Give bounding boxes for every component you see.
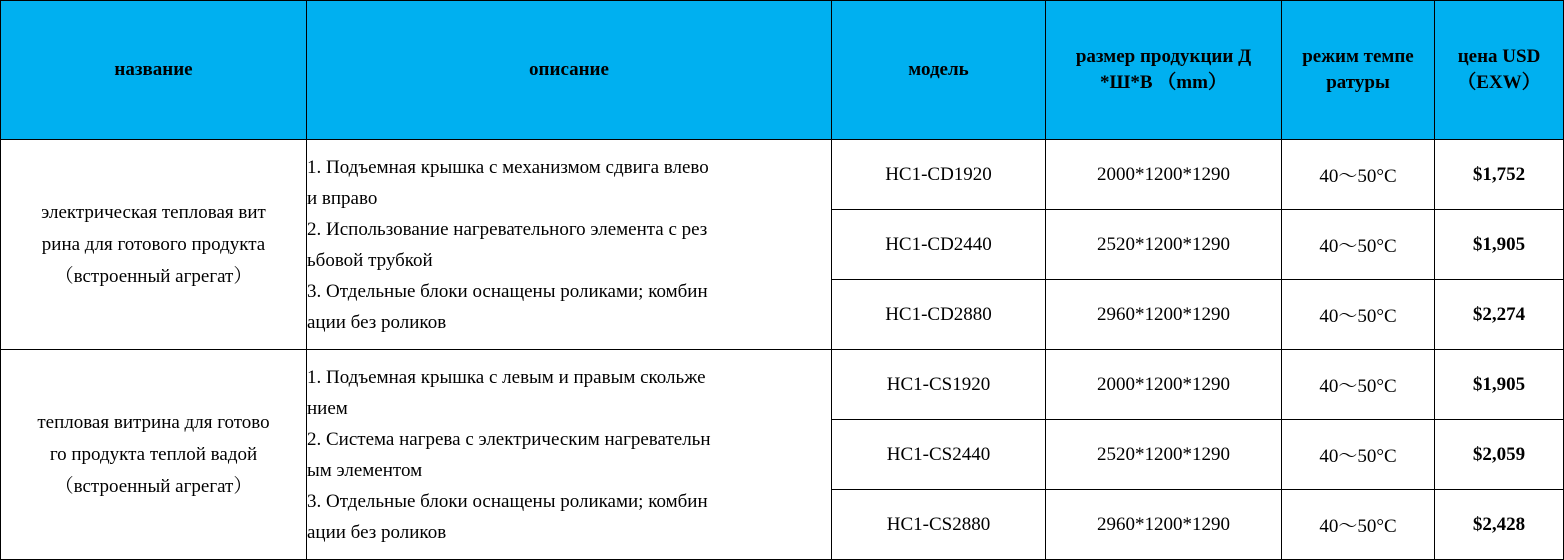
product-name-line: （встроенный агрегат） bbox=[54, 475, 253, 497]
product-name-line: （встроенный агрегат） bbox=[54, 265, 253, 287]
model-cell: HC1-CD2440 bbox=[832, 210, 1046, 280]
temperature-cell: 40～50°C bbox=[1282, 490, 1435, 560]
header-size-line2: *Ш*В （mm） bbox=[1100, 72, 1227, 93]
model-cell: HC1-CD1920 bbox=[832, 140, 1046, 210]
header-temperature bbox=[1282, 1, 1435, 140]
temperature-cell: 40～50°C bbox=[1282, 420, 1435, 490]
price-cell: $2,274 bbox=[1435, 280, 1564, 350]
temperature-cell: 40～50°C bbox=[1282, 140, 1435, 210]
price-cell: $2,428 bbox=[1435, 490, 1564, 560]
description-line: нием bbox=[307, 397, 348, 419]
size-cell: 2000*1200*1290 bbox=[1046, 350, 1282, 420]
product-name-line: тепловая витрина для готово bbox=[37, 411, 270, 433]
description-line: ьбовой трубкой bbox=[307, 249, 433, 271]
header-row bbox=[1, 1, 1564, 140]
description-line: ым элементом bbox=[307, 459, 423, 481]
price-cell: $2,059 bbox=[1435, 420, 1564, 490]
product-name-line: рина для готового продукта bbox=[41, 233, 266, 255]
table-row bbox=[1, 350, 1564, 420]
header-price bbox=[1435, 1, 1564, 140]
description-line: ации без роликов bbox=[307, 521, 447, 543]
size-cell: 2000*1200*1290 bbox=[1046, 140, 1282, 210]
model-cell: HC1-CS1920 bbox=[832, 350, 1046, 420]
header-size-line1: размер продукции Д bbox=[1075, 46, 1252, 67]
size-cell: 2960*1200*1290 bbox=[1046, 280, 1282, 350]
description-line: 3. Отдельные блоки оснащены роликами; комбин bbox=[307, 490, 708, 512]
size-cell: 2520*1200*1290 bbox=[1046, 420, 1282, 490]
product-description-cell bbox=[307, 140, 832, 350]
header-price-line2: （EXW） bbox=[1457, 72, 1541, 93]
product-name-cell bbox=[1, 140, 307, 350]
table-row bbox=[1, 140, 1564, 210]
model-cell: HC1-CS2880 bbox=[832, 490, 1046, 560]
model-cell: HC1-CS2440 bbox=[832, 420, 1046, 490]
model-cell: HC1-CD2880 bbox=[832, 280, 1046, 350]
description-line: ации без роликов bbox=[307, 311, 447, 333]
description-line: 2. Система нагрева с электрическим нагревательн bbox=[307, 428, 711, 450]
product-name-line: го продукта теплой вадой bbox=[49, 443, 258, 465]
product-name-cell bbox=[1, 350, 307, 560]
description-line: 3. Отдельные блоки оснащены роликами; комбин bbox=[307, 280, 708, 302]
size-cell: 2960*1200*1290 bbox=[1046, 490, 1282, 560]
size-cell: 2520*1200*1290 bbox=[1046, 210, 1282, 280]
temperature-cell: 40～50°C bbox=[1282, 210, 1435, 280]
price-cell: $1,905 bbox=[1435, 350, 1564, 420]
description-line: и вправо bbox=[307, 187, 378, 209]
product-name-line: электрическая тепловая вит bbox=[41, 201, 266, 223]
description-line: 1. Подъемная крышка с левым и правым скольже bbox=[307, 366, 706, 388]
header-size bbox=[1046, 1, 1282, 140]
temperature-cell: 40～50°C bbox=[1282, 280, 1435, 350]
header-temp-line2: ратуры bbox=[1326, 72, 1390, 93]
header-description: описание bbox=[307, 1, 832, 140]
header-temp-line1: режим темпе bbox=[1302, 46, 1414, 67]
price-cell: $1,905 bbox=[1435, 210, 1564, 280]
price-cell: $1,752 bbox=[1435, 140, 1564, 210]
temperature-cell: 40～50°C bbox=[1282, 350, 1435, 420]
description-line: 1. Подъемная крышка с механизмом сдвига влево bbox=[307, 156, 709, 178]
header-price-line1: цена USD bbox=[1457, 46, 1541, 67]
header-model: модель bbox=[832, 1, 1046, 140]
description-line: 2. Использование нагревательного элемента с рез bbox=[307, 218, 708, 240]
product-description-cell bbox=[307, 350, 832, 560]
header-name: название bbox=[1, 1, 307, 140]
